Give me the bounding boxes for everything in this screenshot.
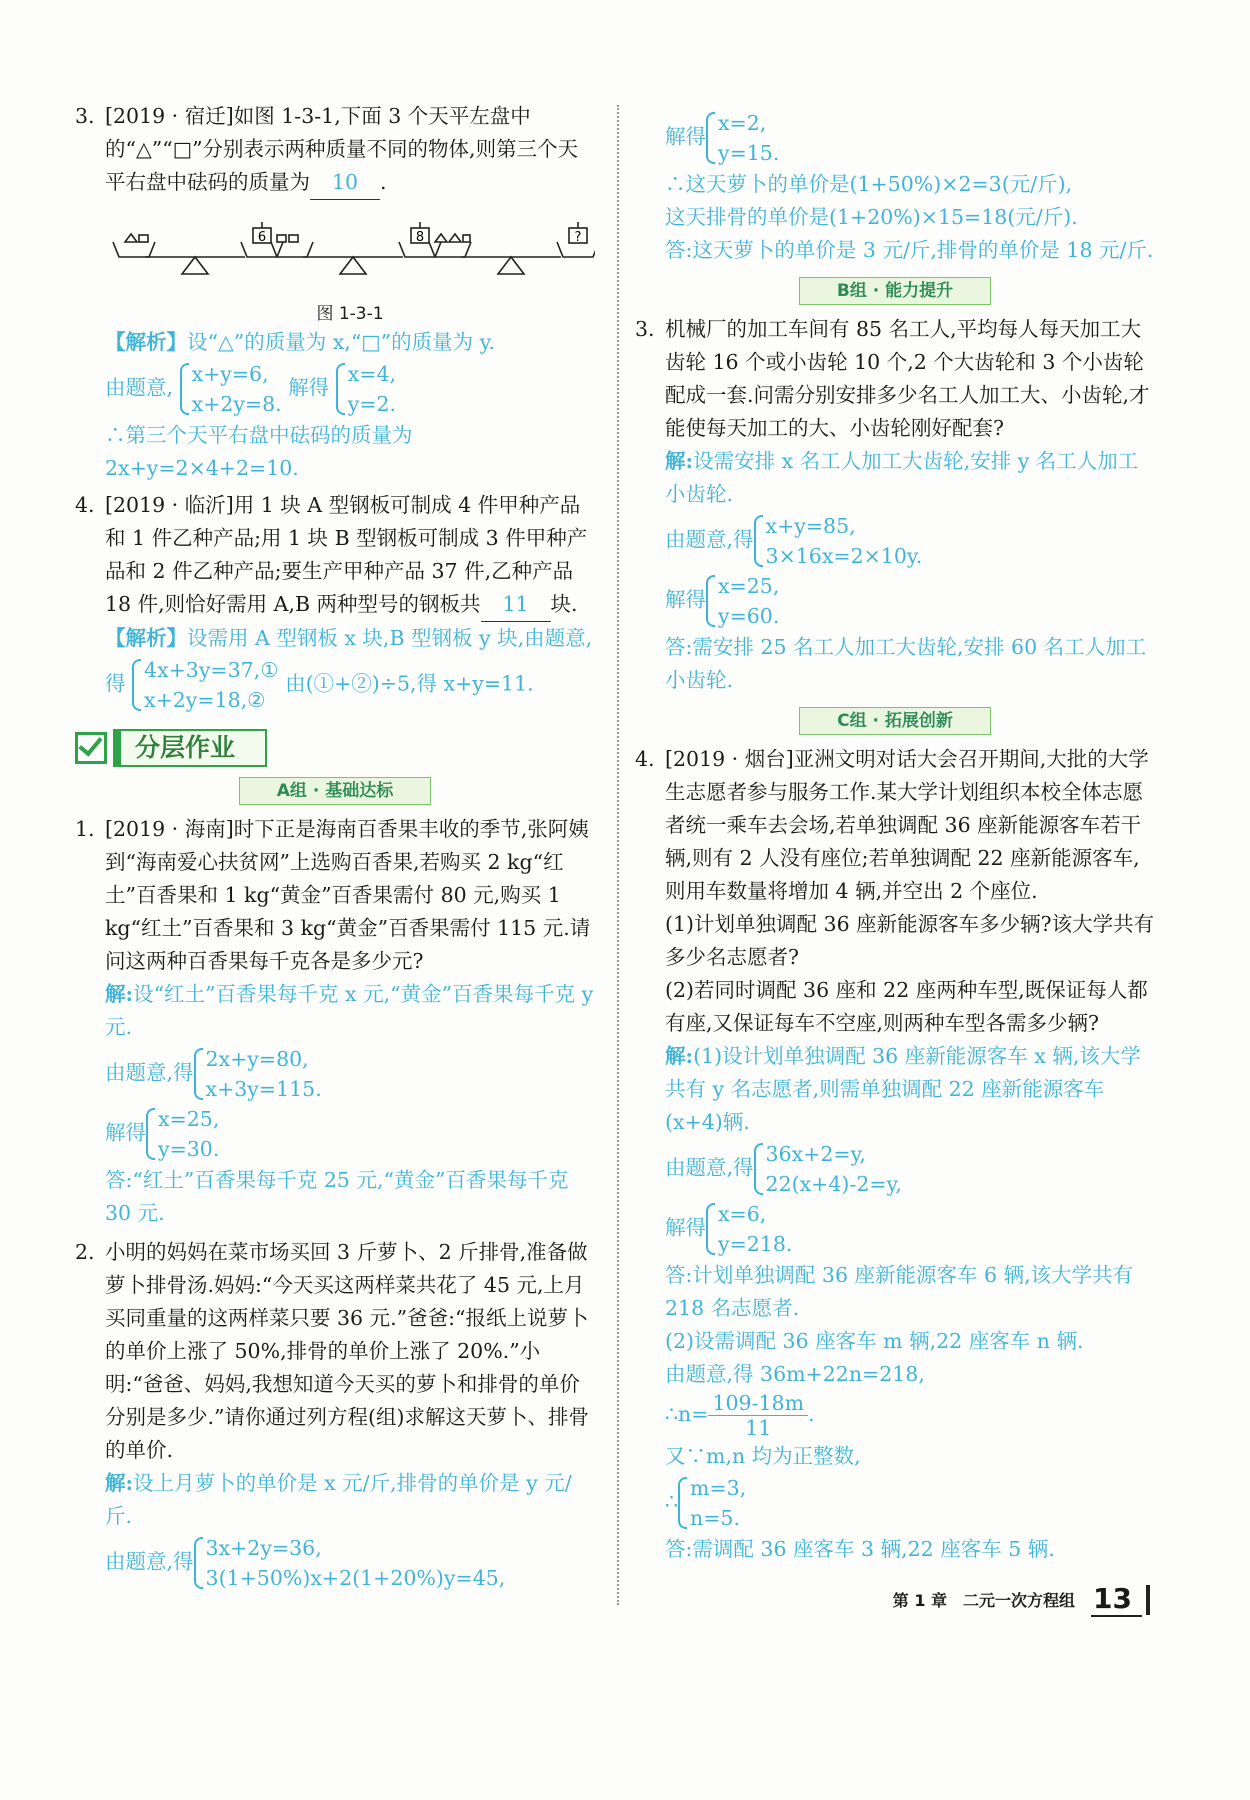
solution-2: y=2.: [347, 392, 397, 416]
page-number: 13: [1091, 1582, 1142, 1617]
solution-c4-result: [635, 1199, 1155, 1259]
equation-1: 3x+2y=36,: [205, 1536, 322, 1560]
analysis-text: 设“△”的质量为 x,“□”的质量为 y.: [187, 330, 496, 354]
equation-2: 3×16x=2×10y.: [765, 544, 923, 568]
solution-c4: [635, 1040, 1155, 1139]
solution-c4-part2: (2)设需调配 36 座客车 m 辆,22 座客车 n 辆.: [665, 1329, 1084, 1353]
solution-system: [706, 1199, 792, 1259]
solution-x: x=25,: [158, 1107, 220, 1131]
solution-tag: 解:: [105, 1471, 134, 1495]
equation-2: x+3y=115.: [205, 1077, 322, 1101]
question-source: [2019 · 临沂]: [105, 493, 234, 517]
analysis-tag: 【解析】: [105, 330, 187, 354]
balance-scale-3: [429, 222, 595, 274]
solution-y: y=15.: [718, 141, 780, 165]
question-c4-sub2: (2)若同时调配 36 座和 22 座两种车型,既保证每人都有座,又保证每车不空座,则两种车型各需多少辆?: [665, 978, 1148, 1035]
question-number: 3.: [75, 104, 95, 128]
equation-2: x+2y=18,②: [144, 688, 266, 712]
balance-scales-svg: [105, 202, 595, 302]
given-label: 由题意,得: [105, 1549, 194, 1574]
group-b-label: B组 · 能力提升: [799, 277, 991, 305]
weight-label-1: 6: [257, 230, 267, 245]
solution-system: [706, 108, 779, 168]
solution-c4-mn: [635, 1473, 1155, 1533]
solution-a2-line2: 这天排骨的单价是(1+20%)×15=18(元/斤).: [665, 205, 1078, 229]
solution-c4-fraction: [635, 1391, 1155, 1440]
figure-caption: 图 1-3-1: [316, 304, 384, 324]
given-label: 由题意,得: [665, 527, 754, 552]
solution-b3-eq: [635, 511, 1155, 571]
right-column: [635, 108, 1155, 1566]
given-label: 由题意,得: [105, 1060, 194, 1085]
balance-figure: [105, 202, 595, 302]
question-text: 机械厂的加工车间有 85 名工人,平均每人每天加工大齿轮 16 个或小齿轮 10 个,2 个大齿轮和 3 个小齿轮配成一套.问需分别安排多少名工人加工大、小齿轮,才能使每天加工的大、小齿轮刚好配套?: [665, 317, 1150, 440]
therefore-label: ∴: [665, 1489, 679, 1514]
solution-a2-line1: ∴这天萝卜的单价是(1+50%)×2=3(元/斤),: [665, 172, 1073, 196]
solution-n: n=5.: [690, 1506, 740, 1530]
question-a2: [75, 1236, 595, 1467]
solution-b3: [635, 445, 1155, 511]
solution-m: m=3,: [690, 1476, 747, 1500]
equation-system: [754, 511, 923, 571]
question-end: 块.: [550, 592, 578, 616]
equation-2: 22(x+4)-2=y,: [765, 1172, 902, 1196]
question-source: [2019 · 海南]: [105, 817, 234, 841]
solve-label: 解得: [665, 124, 706, 149]
therefore-label: ∴n=: [665, 1402, 709, 1426]
footer-bar: [1146, 1585, 1150, 1615]
analysis-tag: 【解析】: [105, 626, 187, 650]
given-label: 由题意,得: [665, 1155, 754, 1180]
question-number: 4.: [75, 493, 95, 517]
answer-c4-2: 答:需调配 36 座客车 3 辆,22 座客车 5 辆.: [665, 1537, 1055, 1561]
left-column: [75, 100, 595, 1593]
solve-label: 解得: [288, 375, 330, 400]
question-text: 小明的妈妈在菜市场买回 3 斤萝卜、2 斤排骨,准备做萝卜排骨汤.妈妈:“今天买这两样菜共花了 45 元,上月买同重量的这两样菜只要 36 元.”爸爸:“报纸上说萝卜的单价上涨了 50%,排骨的单价上涨了 20%.”小明:“爸爸、妈妈,我想知道今天买的萝卜和排骨的单价分别是多少.”请你通过列方程(组)求解这天萝卜、排骨的单价.: [105, 1240, 589, 1462]
equation-system: [754, 1139, 902, 1199]
solution-a2-result: [635, 108, 1155, 168]
equation-1: 4x+3y=37,①: [144, 658, 279, 682]
question-text: 如图 1-3-1,下面 3 个天平左盘中的“△”“□”分别表示两种质量不同的物体,则第三个天平右盘中砝码的质量为: [105, 104, 579, 194]
fraction-end: .: [808, 1402, 815, 1426]
solution-x: x=2,: [718, 111, 767, 135]
solution-text: (1)设计划单独调配 36 座新能源客车 x 辆,该大学共有 y 名志愿者,则需单独调配 22 座新能源客车(x+4)辆.: [665, 1044, 1141, 1134]
solution-x: x=6,: [718, 1202, 767, 1226]
question-a1: [75, 813, 595, 978]
solution-tag: 解:: [665, 449, 694, 473]
solution-a1-eq: [75, 1044, 595, 1104]
question-4: [75, 489, 595, 622]
solution-a2: [75, 1467, 595, 1533]
answer-c4-1: 答:计划单独调配 36 座新能源客车 6 辆,该大学共有 218 名志愿者.: [665, 1263, 1134, 1320]
analysis-4: [75, 622, 595, 715]
question-number: 2.: [75, 1240, 95, 1264]
solution-tag: 解:: [105, 982, 134, 1006]
answer-a1: 答:“红土”百香果每千克 25 元,“黄金”百香果每千克 30 元.: [105, 1168, 569, 1225]
answer-blank: 11: [481, 588, 551, 622]
solution-c4-given2: 由题意,得 36m+22n=218,: [665, 1362, 925, 1386]
weight-label-2: 8: [415, 230, 425, 245]
solution-x: x=25,: [718, 574, 780, 598]
equation-system: [132, 655, 279, 715]
equation-system: [194, 1533, 506, 1593]
equation-1: x+y=6,: [191, 362, 269, 386]
checkbox-icon: [75, 732, 107, 764]
page-footer: [893, 1582, 1150, 1617]
question-text: 时下正是海南百香果丰收的季节,张阿姨到“海南爱心扶贫网”上选购百香果,若购买 2 kg“红土”百香果和 1 kg“黄金”百香果需付 80 元,购买 1 kg“红土”百香果和 3 kg“黄金”百香果需付 115 元.请问这两种百香果每千克各是多少元?: [105, 817, 591, 973]
solution-c4-eq: [635, 1139, 1155, 1199]
solution-c4-also: 又∵m,n 均为正整数,: [665, 1444, 861, 1468]
analysis-text: 设需用 A 型钢板 x 块,B 型钢板 y 块,由题意,得: [105, 626, 593, 696]
question-text: 亚洲文明对话大会召开期间,大批的大学生志愿者参与服务工作.某大学计划组织本校全体志愿者统一乘车去会场,若单独调配 36 座新能源客车若干辆,则有 2 人没有座位;若单独调配 22 座新能源客车,则用车数量将增加 4 辆,并空出 2 个座位.: [665, 747, 1149, 903]
group-a-label: A组 · 基础达标: [239, 777, 431, 805]
analysis-after: 由(①+②)÷5,得 x+y=11.: [285, 671, 534, 696]
solve-label: 解得: [105, 1120, 146, 1145]
equation-system: [180, 359, 282, 419]
question-3: [75, 100, 595, 200]
fraction-numerator: 109-18m: [708, 1391, 808, 1416]
equation-1: 36x+2=y,: [765, 1142, 866, 1166]
question-b3: [635, 313, 1155, 445]
answer-b3: 答:需安排 25 名工人加工大齿轮,安排 60 名工人加工小齿轮.: [665, 635, 1147, 692]
solution-a1: [75, 978, 595, 1044]
group-c-label: C组 · 拓展创新: [799, 707, 991, 735]
analysis-3-system: [75, 359, 595, 419]
question-text: 用 1 块 A 型钢板可制成 4 件甲种产品和 1 件乙种产品;用 1 块 B 型钢板可制成 3 件甲种产品和 2 件乙种产品;要生产甲种产品 37 件,乙种产品 18 件,则恰好需用 A,B 两种型号的钢板共: [105, 493, 588, 616]
solution-system: [146, 1104, 219, 1164]
equation-1: 2x+y=80,: [205, 1047, 309, 1071]
solution-y: y=218.: [718, 1232, 793, 1256]
analysis-3-conclusion: ∴第三个天平右盘中砝码的质量为 2x+y=2×4+2=10.: [105, 423, 413, 480]
equation-1: x+y=85,: [765, 514, 856, 538]
fraction: [708, 1391, 808, 1440]
solution-b3-result: [635, 571, 1155, 631]
column-divider: [617, 105, 619, 1605]
equation-2: x+2y=8.: [191, 392, 282, 416]
solution-text: 设上月萝卜的单价是 x 元/斤,排骨的单价是 y 元/斤.: [105, 1471, 572, 1528]
solution-1: x=4,: [347, 362, 397, 386]
section-header: [75, 729, 595, 767]
solution-a1-result: [75, 1104, 595, 1164]
solution-a2-eq: [75, 1533, 595, 1593]
solution-y: y=30.: [158, 1137, 220, 1161]
weight-label-3: ?: [574, 230, 582, 245]
question-number: 4.: [635, 747, 655, 771]
given-label: 由题意,: [105, 375, 174, 400]
solve-label: 解得: [665, 1215, 706, 1240]
solution-system: [706, 571, 779, 631]
solution-tag: 解:: [665, 1044, 694, 1068]
question-number: 1.: [75, 817, 95, 841]
question-number: 3.: [635, 317, 655, 341]
equation-2: 3(1+50%)x+2(1+20%)y=45,: [205, 1566, 506, 1590]
analysis-3: [75, 326, 595, 359]
answer-blank: 10: [310, 166, 380, 200]
solution-text: 设“红土”百香果每千克 x 元,“黄金”百香果每千克 y 元.: [105, 982, 594, 1039]
chapter-title: 第 1 章 二元一次方程组: [892, 1591, 1076, 1610]
solution-system: [336, 359, 396, 419]
question-source: [2019 · 宿迁]: [105, 104, 234, 128]
question-source: [2019 · 烟台]: [665, 747, 794, 771]
answer-a2: 答:这天萝卜的单价是 3 元/斤,排骨的单价是 18 元/斤.: [665, 238, 1154, 262]
question-c4-sub1: (1)计划单独调配 36 座新能源客车多少辆?该大学共有多少名志愿者?: [665, 912, 1155, 969]
question-c4: [635, 743, 1155, 908]
fraction-denominator: 11: [745, 1416, 772, 1440]
solution-y: y=60.: [718, 604, 780, 628]
solve-label: 解得: [665, 587, 706, 612]
section-title: 分层作业: [113, 729, 267, 767]
solution-text: 设需安排 x 名工人加工大齿轮,安排 y 名工人加工小齿轮.: [665, 449, 1139, 506]
solution-system: [678, 1473, 746, 1533]
question-end: .: [380, 170, 387, 194]
equation-system: [194, 1044, 322, 1104]
